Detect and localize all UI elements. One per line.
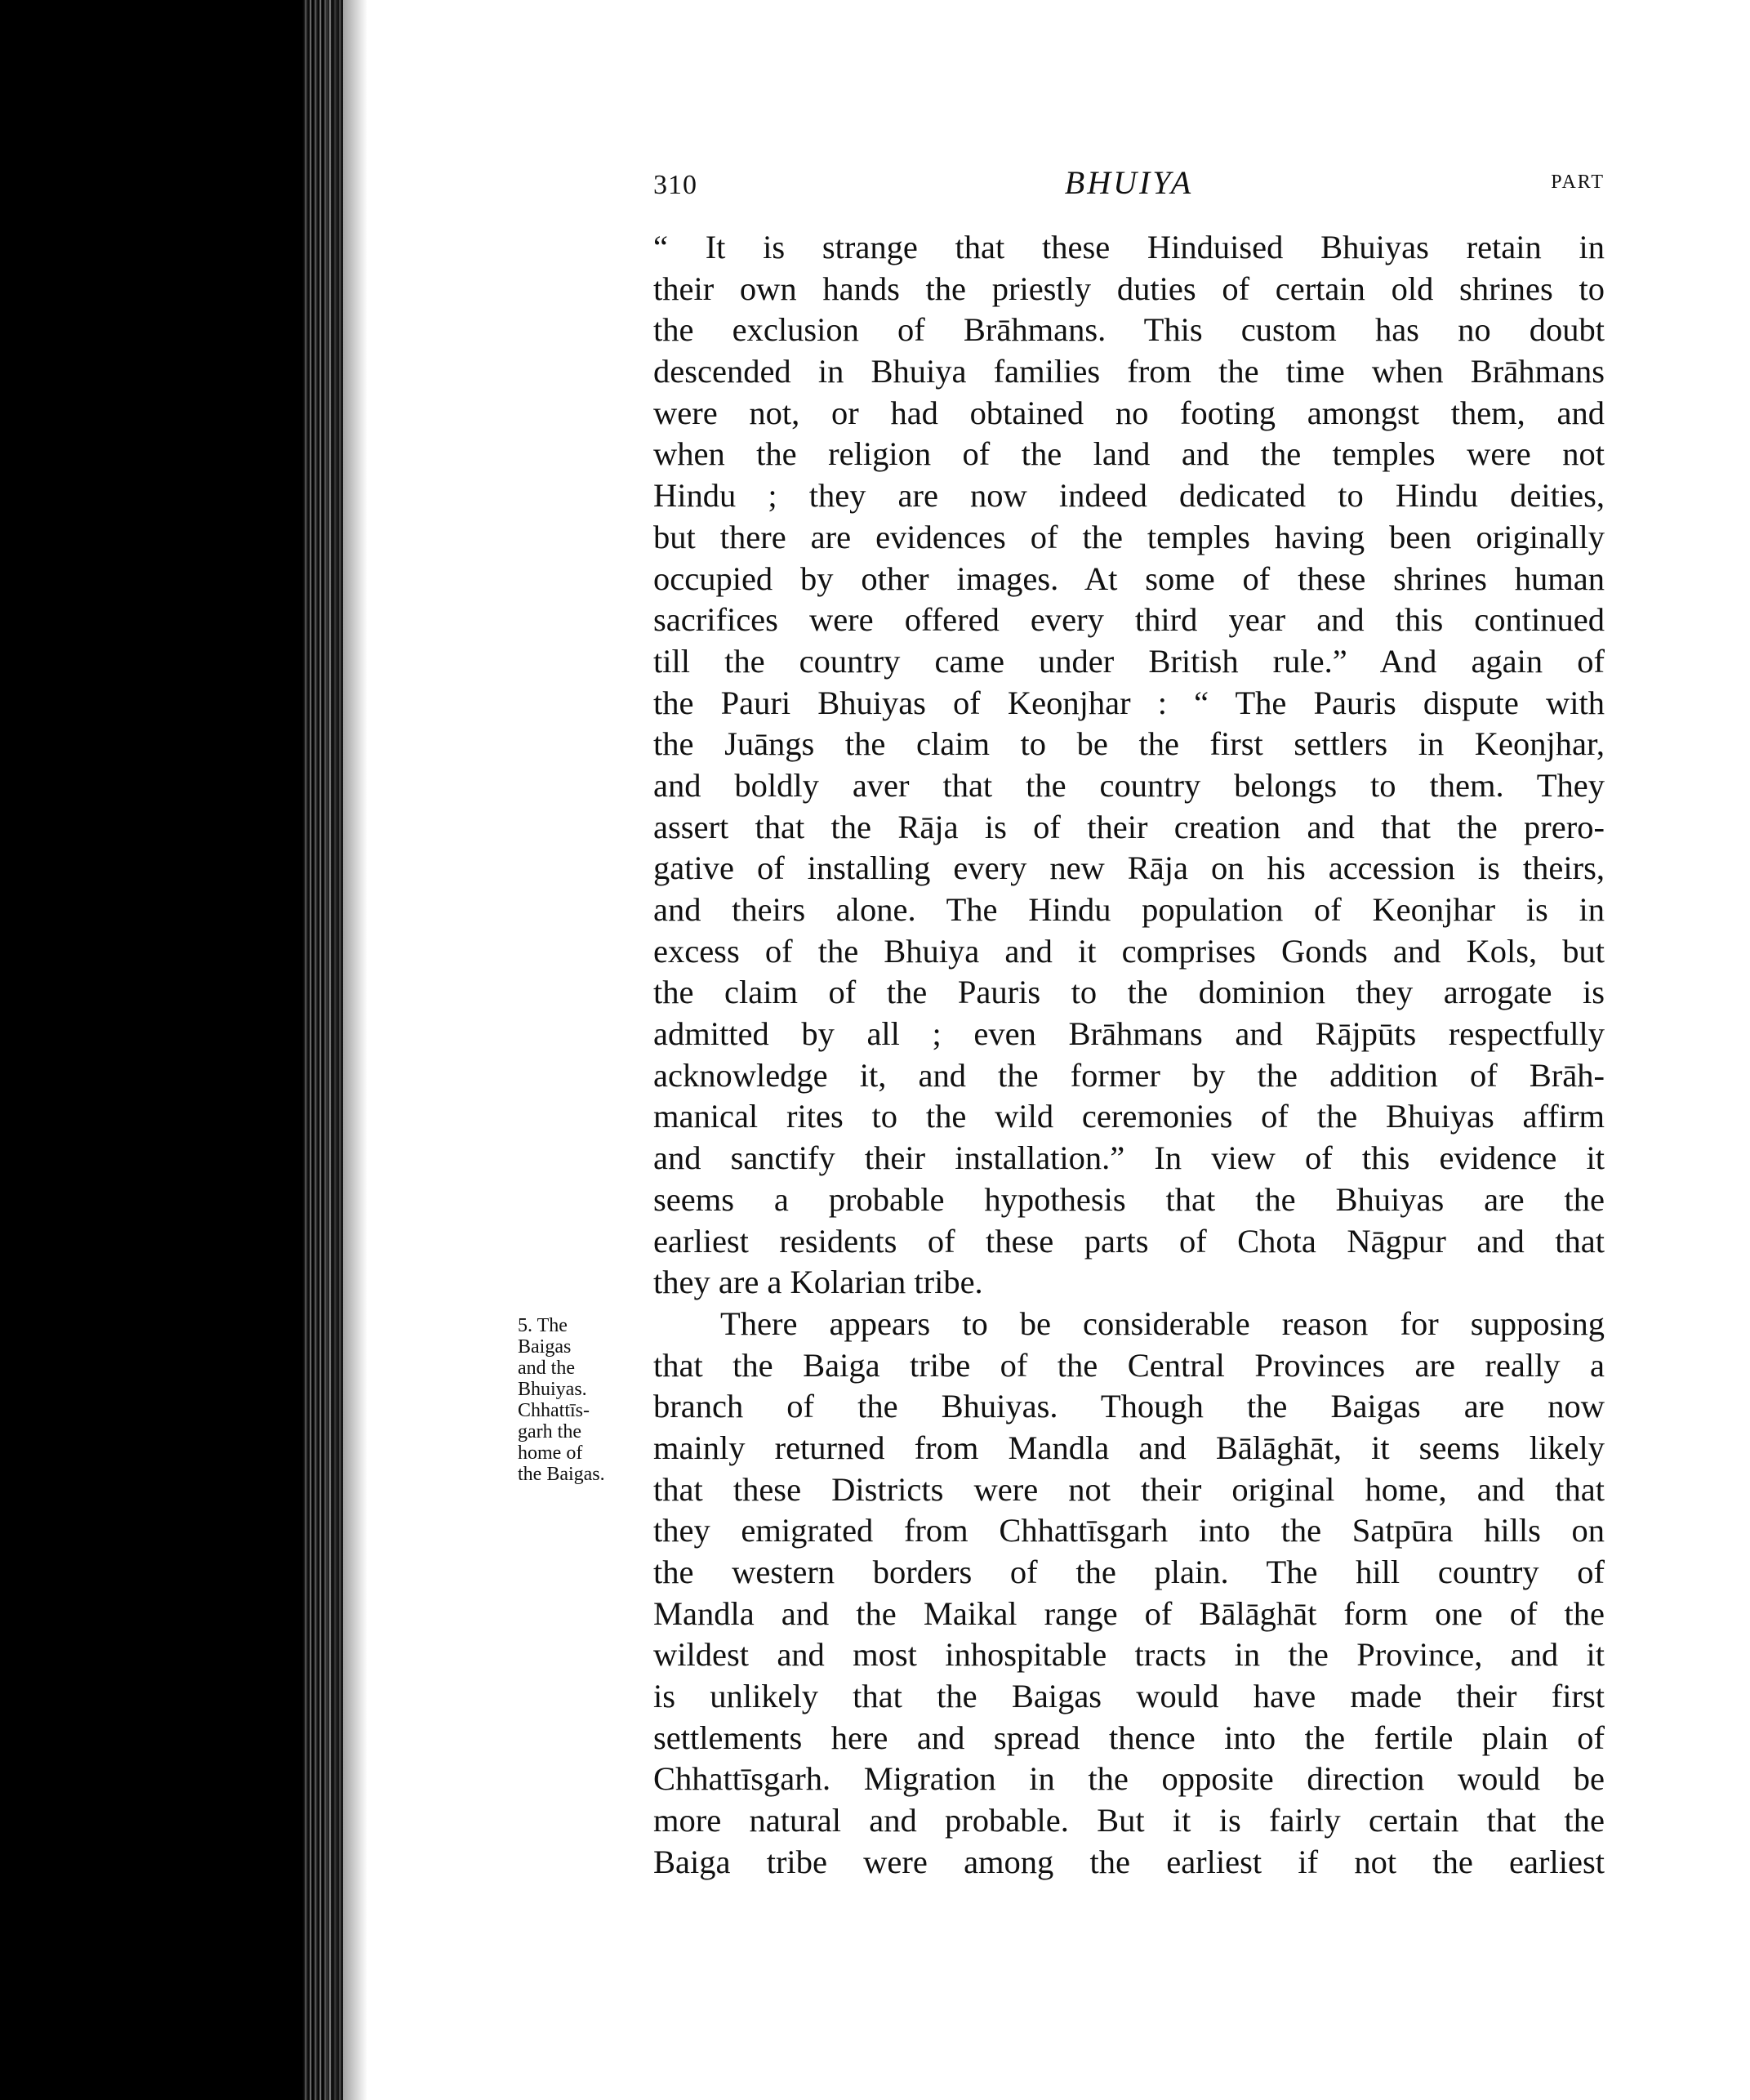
text-line: settlements here and spread thence into the fertile plain of [653, 1719, 1605, 1756]
marginal-note-line: and the [518, 1358, 575, 1379]
text-line: branch of the Bhuiyas. Though the Baigas are now [653, 1388, 1605, 1425]
running-title: BHUIYA [1064, 164, 1194, 201]
text-line: occupied by other images. At some of these shrines human [653, 560, 1605, 597]
text-line: the western borders of the plain. The hill country of [653, 1554, 1605, 1590]
text-line: and sanctify their installation.” In view of this evidence it [653, 1139, 1605, 1177]
page-number: 310 [653, 170, 697, 200]
book-gutter-fade [331, 0, 367, 2100]
text-line: more natural and probable. But it is fairly certain that the [653, 1802, 1605, 1839]
text-line: mainly returned from Mandla and Bālāghāt, it seems likely [653, 1429, 1605, 1466]
text-line: wildest and most inhospitable tracts in the Province, and it [653, 1636, 1605, 1674]
text-line: descended in Bhuiya families from the time when Brāhmans [653, 353, 1605, 390]
text-line: admitted by all ; even Brāhmans and Rājpūts respectfully [653, 1015, 1605, 1053]
page-header [653, 163, 1605, 212]
text-line: is unlikely that the Baigas would have made their first [653, 1678, 1605, 1715]
marginal-note-line: Chhattīs- [518, 1400, 590, 1421]
text-line: seems a probable hypothesis that the Bhuiyas are the [653, 1180, 1605, 1218]
marginal-note-line: home of [518, 1442, 583, 1464]
body-text [653, 227, 1605, 1884]
text-line: the claim of the Pauris to the dominion they arrogate is [653, 974, 1605, 1011]
text-line: Hindu ; they are now indeed dedicated to Hindu deities, [653, 477, 1605, 515]
text-line: but there are evidences of the temples having been originally [653, 518, 1605, 555]
text-line: and boldly aver that the country belongs to them. They [653, 766, 1605, 804]
text-line: excess of the Bhuiya and it comprises Gonds and Kols, but [653, 932, 1605, 970]
text-line: earliest residents of these parts of Chota Nāgpur and that [653, 1222, 1605, 1260]
text-line: the exclusion of Brāhmans. This custom has no doubt [653, 311, 1605, 349]
part-label: PART [1551, 172, 1605, 193]
text-line: they emigrated from Chhattīsgarh into the Satpūra hills on [653, 1512, 1605, 1549]
text-line: gative of installing every new Rāja on his accession is theirs, [653, 849, 1605, 887]
marginal-note-line: the Baigas. [518, 1464, 605, 1485]
text-line: assert that the Rāja is of their creation and that the prero- [653, 808, 1605, 845]
marginal-note-line: Baigas [518, 1336, 572, 1358]
text-line: There appears to be considerable reason for supposing [720, 1304, 1605, 1342]
marginal-note-line: Bhuiyas. [518, 1379, 587, 1400]
text-line: when the religion of the land and the temples were not [653, 435, 1605, 473]
text-line: manical rites to the wild ceremonies of the Bhuiyas affirm [653, 1098, 1605, 1135]
text-line: Baiga tribe were among the earliest if not the earliest [653, 1843, 1605, 1880]
text-line: Chhattīsgarh. Migration in the opposite direction would be [653, 1760, 1605, 1798]
text-line: Mandla and the Maikal range of Bālāghāt form one of the [653, 1594, 1605, 1632]
text-line: acknowledge it, and the former by the addition of Brāh- [653, 1056, 1605, 1094]
text-line: that these Districts were not their original home, and that [653, 1470, 1605, 1508]
text-line: were not, or had obtained no footing amongst them, and [653, 394, 1605, 431]
text-line: till the country came under British rule.” And again of [653, 642, 1605, 680]
text-line: that the Baiga tribe of the Central Provinces are really a [653, 1346, 1605, 1384]
text-line: the Pauri Bhuiyas of Keonjhar : “ The Pauris dispute with [653, 684, 1605, 721]
text-line: their own hands the priestly duties of certain old shrines to [653, 270, 1605, 307]
marginal-note [518, 1315, 640, 1485]
marginal-note-line: 5. The [518, 1315, 568, 1336]
marginal-note-line: garh the [518, 1421, 581, 1442]
text-line: and theirs alone. The Hindu population of Keonjhar is in [653, 891, 1605, 928]
text-line: they are a Kolarian tribe. [653, 1264, 983, 1301]
book-gutter-shadow [0, 0, 327, 2100]
text-line: sacrifices were offered every third year and this continued [653, 601, 1605, 639]
text-line: the Juāngs the claim to be the first settlers in Keonjhar, [653, 725, 1605, 763]
text-line: “ It is strange that these Hinduised Bhuiyas retain in [653, 229, 1605, 265]
